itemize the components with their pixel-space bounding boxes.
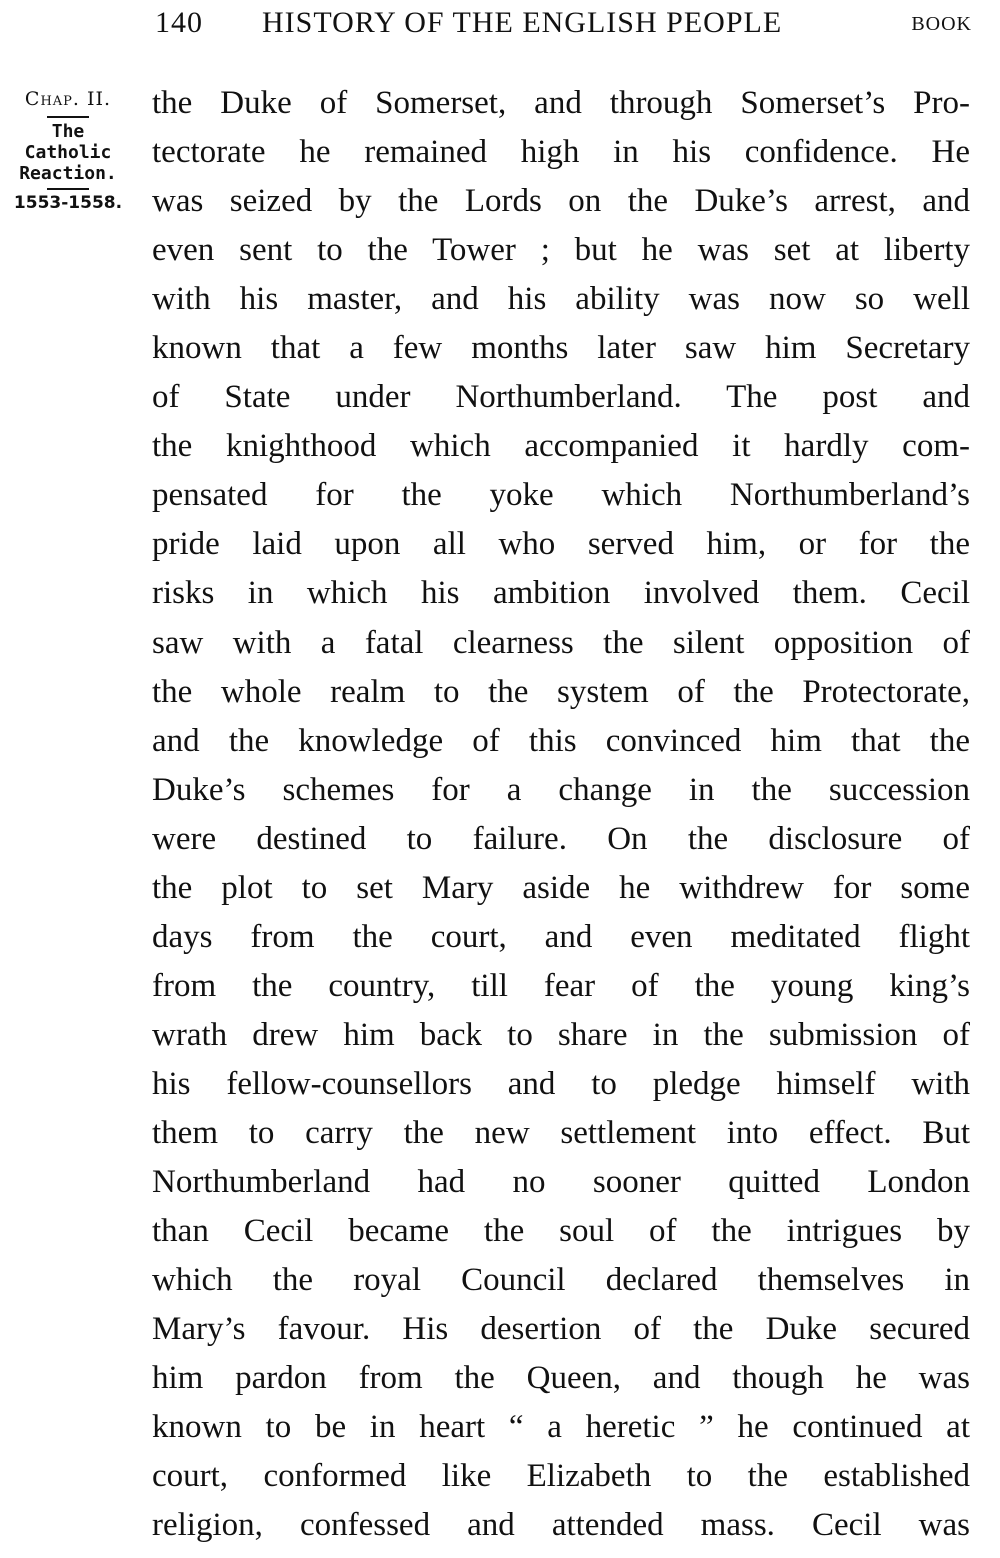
margin-notes	[6, 88, 130, 213]
text-line: known to be in heart “ a heretic ” he continued at	[152, 1409, 970, 1446]
page-number: 140	[155, 6, 203, 39]
date-range: 1553-1558.	[13, 193, 123, 213]
section-label-line: Catholic	[24, 142, 112, 163]
text-line: of State under Northumberland. The post and	[152, 379, 970, 416]
text-line: risks in which his ambition involved them. Cecil	[152, 575, 970, 612]
text-line: days from the court, and even meditated flight	[152, 918, 970, 955]
section-label-line: Reaction.	[19, 163, 117, 184]
text-line: saw with a fatal clearness the silent opposition of	[152, 624, 970, 661]
text-line: the whole realm to the system of the Protectorate,	[152, 673, 970, 710]
margin-rule-bottom	[47, 188, 89, 190]
text-line: pensated for the yoke which Northumberland’s	[152, 477, 970, 514]
text-line: them to carry the new settlement into effect. But	[152, 1114, 970, 1151]
text-line: tectorate he remained high in his confidence. He	[152, 134, 970, 171]
book-label: BOOK	[911, 13, 972, 35]
text-line: him pardon from the Queen, and though he was	[152, 1360, 970, 1397]
text-line: pride laid upon all who served him, or for the	[152, 526, 970, 563]
running-title: HISTORY OF THE ENGLISH PEOPLE	[262, 6, 783, 39]
text-line: wrath drew him back to share in the submission of	[152, 1016, 970, 1053]
text-line: court, conformed like Elizabeth to the established	[152, 1458, 970, 1495]
text-line: were destined to failure. On the disclosure of	[152, 820, 970, 857]
text-line: known that a few months later saw him Secretary	[152, 330, 970, 367]
section-label	[6, 121, 130, 184]
running-head	[0, 6, 1000, 46]
section-label-line: The	[51, 121, 85, 142]
text-line: the plot to set Mary aside he withdrew for some	[152, 869, 970, 906]
text-line: even sent to the Tower ; but he was set at liberty	[152, 232, 970, 269]
text-line: from the country, till fear of the young king’s	[152, 967, 970, 1004]
text-line: was seized by the Lords on the Duke’s arrest, and	[152, 183, 970, 220]
text-line: than Cecil became the soul of the intrigues by	[152, 1213, 970, 1250]
text-line: Mary’s favour. His desertion of the Duke secured	[152, 1311, 970, 1348]
chapter-label: Chap. II.	[24, 88, 112, 110]
text-line: the Duke of Somerset, and through Somerset’s Pro-	[152, 85, 970, 121]
text-line: the knighthood which accompanied it hardly com-	[152, 428, 970, 465]
text-line: Northumberland had no sooner quitted London	[152, 1164, 970, 1201]
body-text	[152, 79, 970, 1550]
text-line: and the knowledge of this convinced him that the	[152, 722, 970, 759]
text-line: his fellow-counsellors and to pledge himself with	[152, 1065, 970, 1102]
text-line: which the royal Council declared themselves in	[152, 1262, 970, 1299]
text-line: religion, confessed and attended mass. Cecil was	[152, 1507, 970, 1544]
text-line: Duke’s schemes for a change in the succession	[152, 771, 970, 808]
text-line: with his master, and his ability was now so well	[152, 281, 970, 318]
margin-rule-top	[47, 116, 89, 118]
